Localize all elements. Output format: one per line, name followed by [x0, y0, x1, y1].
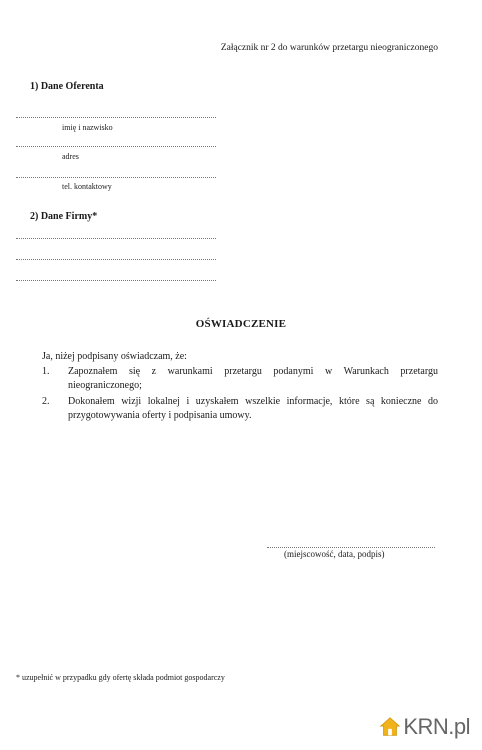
item-number: 1. [42, 366, 50, 377]
company-line-3 [16, 280, 216, 281]
krn-logo [379, 714, 470, 740]
declaration-item-1 [42, 365, 438, 393]
item-text: Dokonałem wizji lokalnej i uzyskałem wszelkie informacje, które są konieczne do przygotowywania oferty i podpisania umowy. [68, 396, 438, 421]
phone-caption: tel. kontaktowy [62, 182, 112, 191]
company-section-title: 2) Dane Firmy* [30, 211, 98, 222]
declaration-item-2 [42, 395, 438, 423]
signature-label: (miejscowość, data, podpis) [284, 549, 385, 559]
house-icon [379, 716, 401, 738]
bidder-section-title: 1) Dane Oferenta [30, 81, 104, 92]
item-text: Zapoznałem się z warunkami przetargu podanymi w Warunkach przetargu nieograniczonego; [68, 366, 438, 391]
footnote: * uzupełnić w przypadku gdy ofertę składa podmiot gospodarczy [16, 673, 225, 682]
signature-line [267, 547, 435, 548]
address-caption: adres [62, 152, 79, 161]
declaration-intro: Ja, niżej podpisany oświadczam, że: [42, 351, 187, 362]
address-line [16, 146, 216, 147]
item-number: 2. [42, 396, 50, 407]
declaration-title: OŚWIADCZENIE [195, 318, 287, 330]
company-line-1 [16, 238, 216, 239]
name-caption: imię i nazwisko [62, 123, 113, 132]
attachment-note: Załącznik nr 2 do warunków przetargu nieograniczonego [220, 43, 438, 53]
logo-text: KRN.pl [403, 714, 470, 739]
phone-line [16, 177, 216, 178]
name-line [16, 117, 216, 118]
company-line-2 [16, 259, 216, 260]
